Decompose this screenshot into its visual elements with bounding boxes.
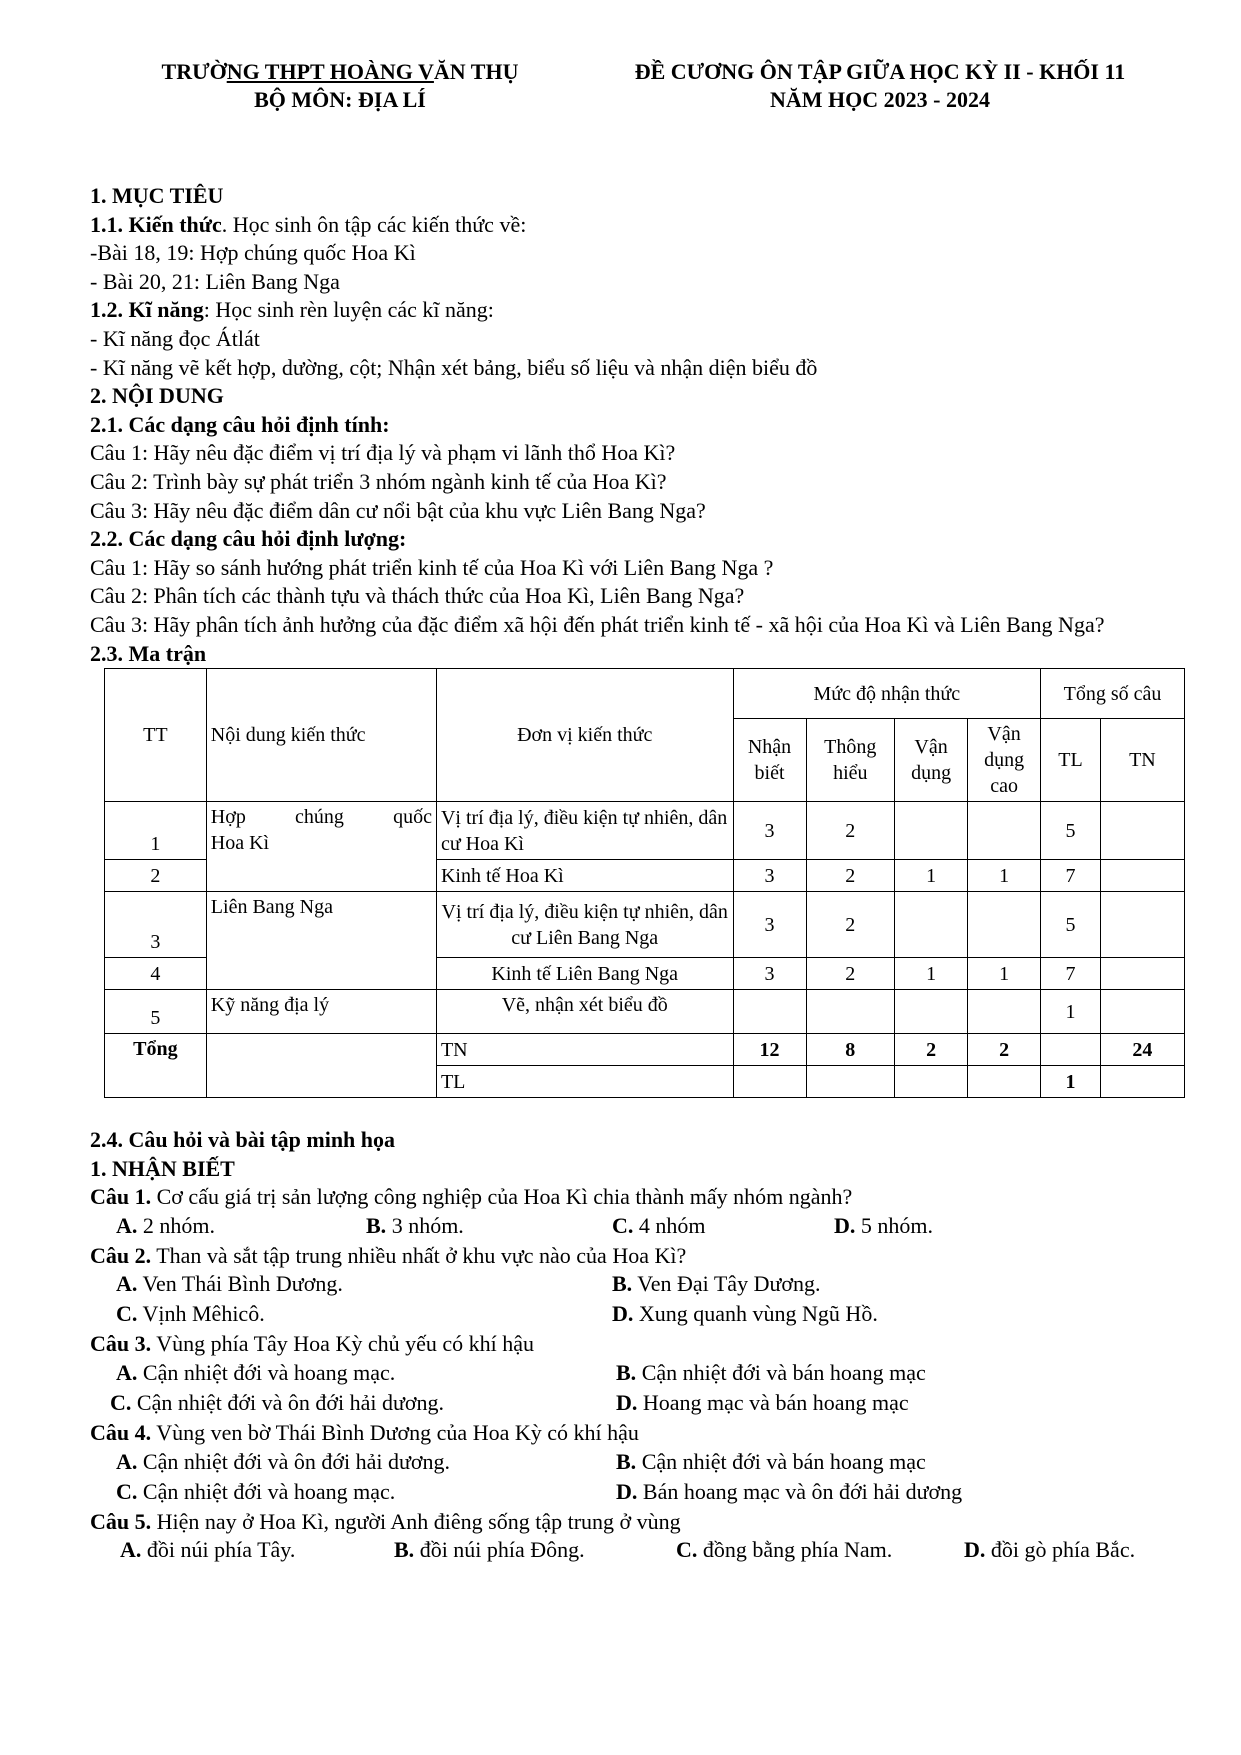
options-row <box>90 1478 1150 1508</box>
list-item: Câu 3: Hãy nêu đặc điểm dân cư nổi bật của khu vực Liên Bang Nga? <box>90 497 706 523</box>
list-item: -Bài 18, 19: Hợp chúng quốc Hoa Kì <box>90 240 416 266</box>
skills-line: 1.2. Kĩ năng: Học sinh rèn luyện các kĩ năng: <box>90 297 494 323</box>
question: Câu 4. Vùng ven bờ Thái Bình Dương của Hoa Kỳ có khí hậu <box>90 1420 639 1446</box>
option: B. Cận nhiệt đới và bán hoang mạc <box>616 1448 926 1474</box>
header-tn: TN <box>1100 719 1184 802</box>
header-l4: Vận dụng cao <box>968 719 1041 802</box>
question: Câu 1. Cơ cấu giá trị sản lượng công nghiệp của Hoa Kì chia thành mấy nhóm ngành? <box>90 1184 853 1210</box>
option: A. Cận nhiệt đới và ôn đới hải dương. <box>116 1448 451 1474</box>
content-usa: Hợp chúng quốc Hoa Kì <box>206 802 436 892</box>
knowledge-line: 1.1. Kiến thức. Học sinh ôn tập các kiến thức về: <box>90 211 527 237</box>
school-year: NĂM HỌC 2023 - 2024 <box>770 87 990 112</box>
table-row: 3 Liên Bang Nga Vị trí địa lý, điều kiện tự nhiên, dân cư Liên Bang Nga 3 2 5 <box>105 892 1185 958</box>
header-tt: TT <box>105 669 207 802</box>
option: A. 2 nhóm. <box>116 1212 216 1238</box>
document-body <box>90 182 1162 1566</box>
list-item: - Kĩ năng vẽ kết hợp, dường, cột; Nhận xét bảng, biểu số liệu và nhận diện biểu đồ <box>90 354 818 380</box>
section-heading: 1. MỤC TIÊU <box>90 183 224 208</box>
option: A. Ven Thái Bình Dương. <box>116 1271 343 1297</box>
subsection-heading: 2.4. Câu hỏi và bài tập minh họa <box>90 1127 396 1153</box>
option: D. Xung quanh vùng Ngũ Hồ. <box>612 1301 878 1327</box>
content-skill: Kỹ năng địa lý <box>206 990 436 1034</box>
option: C. Vịnh Mêhicô. <box>116 1301 265 1327</box>
header-unit: Đơn vị kiến thức <box>436 669 733 802</box>
option: D. đồi gò phía Bắc. <box>964 1537 1136 1563</box>
list-item: Câu 3: Hãy phân tích ảnh hưởng của đặc điểm xã hội đến phát triển kinh tế - xã hội của Hoa Kì và Liên Bang Nga? <box>90 611 1105 637</box>
school-header <box>100 58 580 114</box>
table-row: 4 Kinh tế Liên Bang Nga 3 2 1 1 7 <box>105 958 1185 990</box>
option: D. Hoang mạc và bán hoang mạc <box>616 1390 909 1416</box>
list-item: Câu 2: Trình bày sự phát triển 3 nhóm ngành kinh tế của Hoa Kì? <box>90 468 667 494</box>
options-row <box>90 1212 1150 1242</box>
section-heading: 2. NỘI DUNG <box>90 383 224 409</box>
options-row <box>90 1359 1150 1389</box>
header-level: Mức độ nhận thức <box>733 669 1041 719</box>
header-content: Nội dung kiến thức <box>206 669 436 802</box>
table-row: 5 Kỹ năng địa lý Vẽ, nhận xét biểu đồ 1 <box>105 990 1185 1034</box>
document-header <box>580 58 1180 114</box>
option: C. 4 nhóm <box>612 1212 706 1238</box>
options-row <box>90 1389 1150 1419</box>
header-l1: Nhận biết <box>733 719 806 802</box>
option: A. đồi núi phía Tây. <box>120 1537 296 1563</box>
header-total: Tổng số câu <box>1041 669 1185 719</box>
department: BỘ MÔN: ĐỊA LÍ <box>254 87 426 112</box>
options-row <box>90 1448 1150 1478</box>
matrix-table <box>104 668 1185 1098</box>
subsection-heading: 2.1. Các dạng câu hỏi định tính: <box>90 411 390 437</box>
option: A. Cận nhiệt đới và hoang mạc. <box>116 1360 396 1386</box>
option: C. Cận nhiệt đới và ôn đới hải dương. <box>110 1390 445 1416</box>
question: Câu 3. Vùng phía Tây Hoa Kỳ chủ yếu có khí hậu <box>90 1331 535 1357</box>
header-l2: Thông hiểu <box>806 719 895 802</box>
option: C. Cận nhiệt đới và hoang mạc. <box>116 1478 396 1504</box>
option: B. đồi núi phía Đông. <box>394 1537 585 1563</box>
option: D. 5 nhóm. <box>834 1212 934 1238</box>
total-label: Tổng <box>105 1034 207 1098</box>
subsection-heading: 2.2. Các dạng câu hỏi định lượng: <box>90 526 407 552</box>
options-row <box>90 1536 1150 1566</box>
question: Câu 5. Hiện nay ở Hoa Kì, người Anh điêng sống tập trung ở vùng <box>90 1508 681 1534</box>
total-row-tl: TL 1 <box>105 1066 1185 1098</box>
table-row: 2 Kinh tế Hoa Kì 3 2 1 1 7 <box>105 860 1185 892</box>
school-name: TRƯỜNG THPT HOÀNG VĂN THỤ <box>161 59 519 84</box>
options-row <box>90 1300 1150 1330</box>
list-item: Câu 2: Phân tích các thành tựu và thách thức của Hoa Kì, Liên Bang Nga? <box>90 583 745 609</box>
list-item: - Bài 20, 21: Liên Bang Nga <box>90 268 340 294</box>
subsection-heading: 2.3. Ma trận <box>90 640 207 666</box>
list-item: - Kĩ năng đọc Átlát <box>90 325 260 351</box>
header-tl: TL <box>1041 719 1101 802</box>
options-row <box>90 1270 1150 1300</box>
content-russia: Liên Bang Nga <box>206 892 436 990</box>
list-item: Câu 1: Hãy nêu đặc điểm vị trí địa lý và phạm vi lãnh thổ Hoa Kì? <box>90 440 676 466</box>
question: Câu 2. Than và sắt tập trung nhiều nhất ở khu vực nào của Hoa Kì? <box>90 1242 687 1268</box>
option: C. đồng bằng phía Nam. <box>676 1537 893 1563</box>
option: B. Ven Đại Tây Dương. <box>612 1271 821 1297</box>
option: D. Bán hoang mạc và ôn đới hải dương <box>616 1478 963 1504</box>
table-row: 1 Hợp chúng quốc Hoa Kì Vị trí địa lý, điều kiện tự nhiên, dân cư Hoa Kì 3 2 5 <box>105 802 1185 860</box>
document-title: ĐỀ CƯƠNG ÔN TẬP GIỮA HỌC KỲ II - KHỐI 11 <box>634 59 1126 84</box>
total-row-tn: Tổng TN 12 8 2 2 24 <box>105 1034 1185 1066</box>
subsection-heading: 1. NHẬN BIẾT <box>90 1155 235 1181</box>
option: B. Cận nhiệt đới và bán hoang mạc <box>616 1360 926 1386</box>
list-item: Câu 1: Hãy so sánh hướng phát triển kinh tế của Hoa Kì với Liên Bang Nga ? <box>90 554 774 580</box>
header-l3: Vận dụng <box>895 719 968 802</box>
option: B. 3 nhóm. <box>366 1212 464 1238</box>
